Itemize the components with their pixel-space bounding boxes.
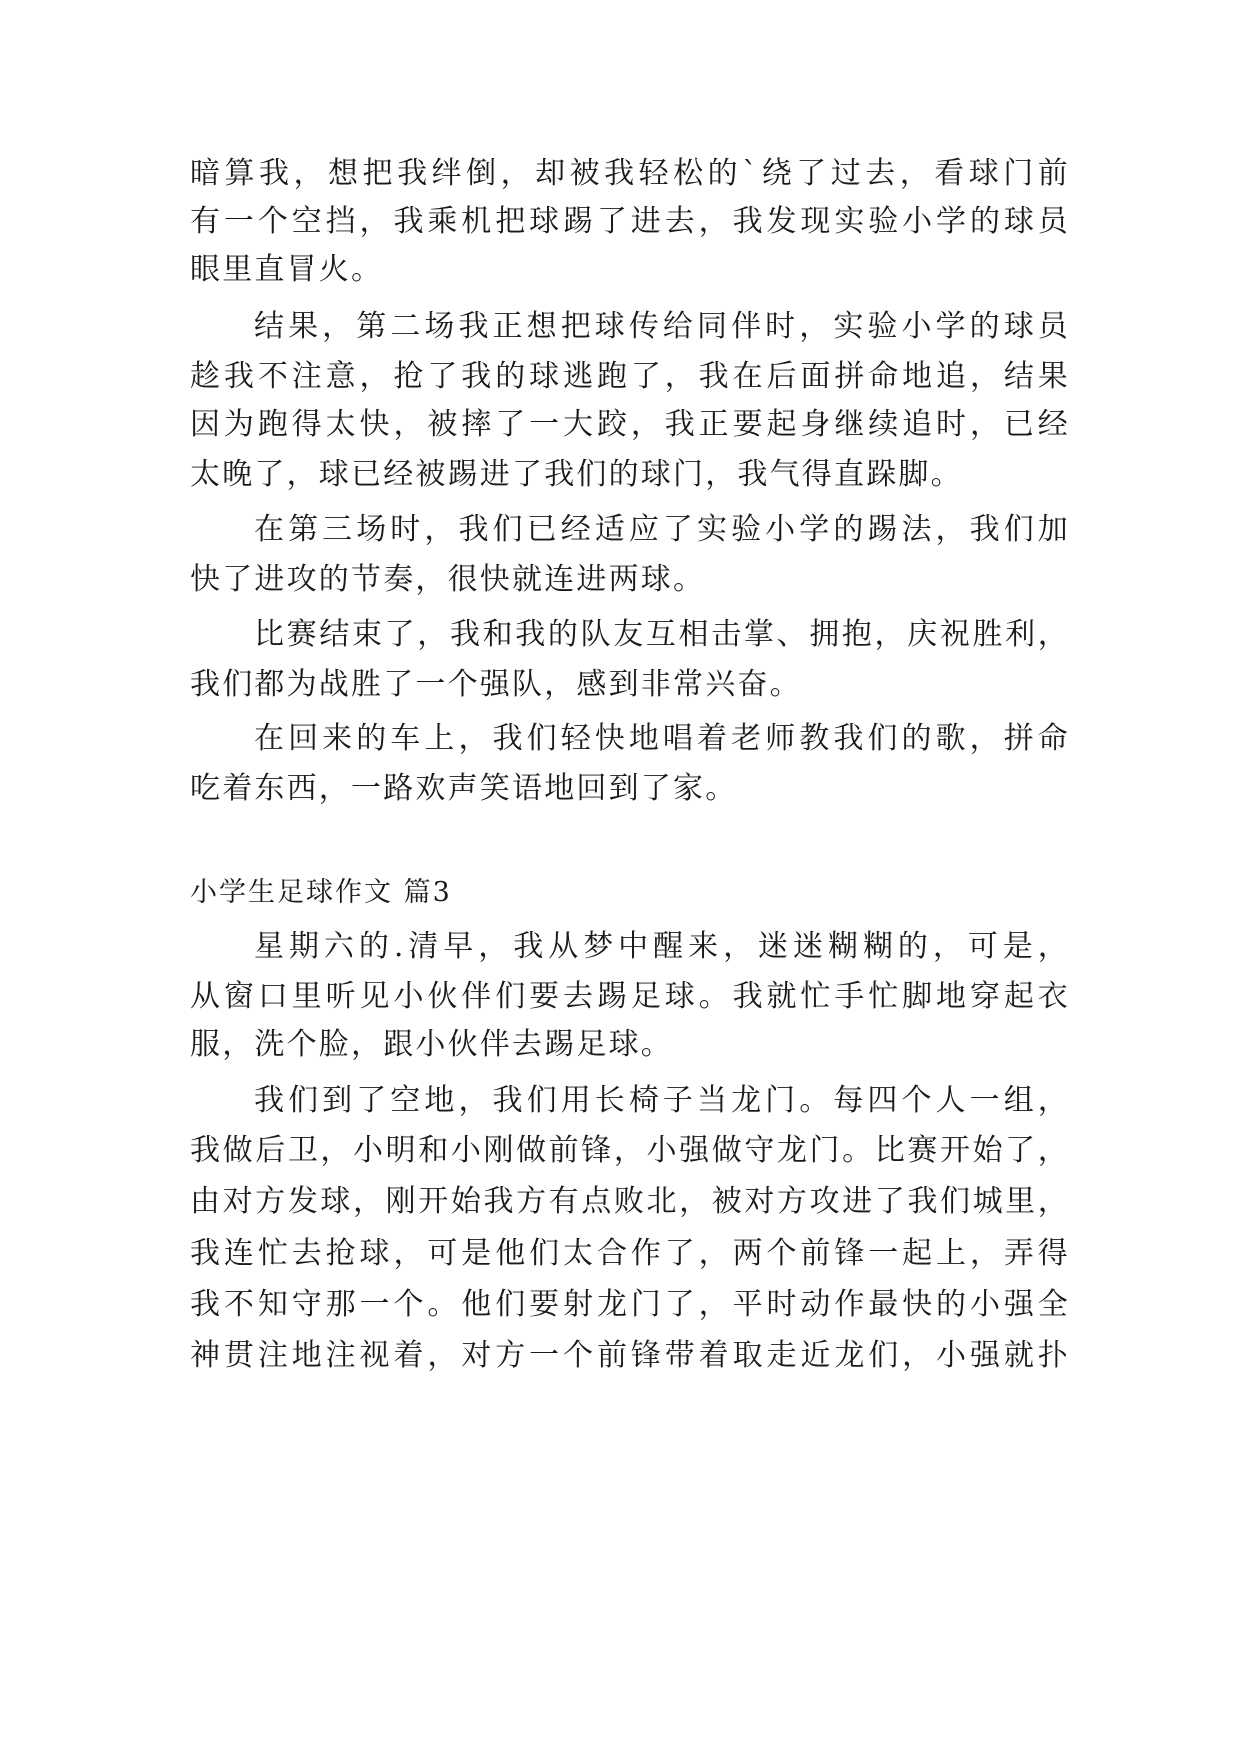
paragraph-line: 从窗口里听见小伙伴们要去踢足球。我就忙手忙脚地穿起衣 (190, 979, 1070, 1014)
paragraph-line: 快了进攻的节奏，很快就连进两球。 (190, 562, 706, 597)
paragraph-line: 趁我不注意，抢了我的球逃跑了，我在后面拼命地追，结果 (190, 359, 1070, 394)
paragraph-line: 我连忙去抢球，可是他们太合作了，两个前锋一起上，弄得 (190, 1236, 1070, 1271)
paragraph-line: 太晚了，球已经被踢进了我们的球门，我气得直跺脚。 (190, 457, 963, 492)
paragraph-line: 我们到了空地，我们用长椅子当龙门。每四个人一组， (254, 1083, 1070, 1118)
paragraph-line: 眼里直冒火。 (190, 252, 384, 287)
paragraph-line: 我做后卫，小明和小刚做前锋，小强做守龙门。比赛开始了， (190, 1133, 1070, 1168)
paragraph-line: 因为跑得太快，被摔了一大跤，我正要起身继续追时，已经 (190, 407, 1070, 442)
section-heading: 小学生足球作文 篇3 (190, 877, 452, 908)
paragraph-line: 在第三场时，我们已经适应了实验小学的踢法，我们加 (254, 512, 1070, 547)
paragraph-line: 星期六的.清早，我从梦中醒来，迷迷糊糊的，可是， (254, 929, 1070, 964)
paragraph-line: 有一个空挡，我乘机把球踢了进去，我发现实验小学的球员 (190, 204, 1070, 239)
paragraph-line: 服，洗个脸，跟小伙伴去踢足球。 (190, 1027, 673, 1062)
paragraph-line: 由对方发球，刚开始我方有点败北，被对方攻进了我们城里， (190, 1184, 1070, 1219)
paragraph-line: 暗算我，想把我绊倒，却被我轻松的`绕了过去，看球门前 (190, 156, 1070, 191)
paragraph-line: 吃着东西，一路欢声笑语地回到了家。 (190, 771, 738, 806)
paragraph-line: 我们都为战胜了一个强队，感到非常兴奋。 (190, 667, 802, 702)
paragraph-line: 比赛结束了，我和我的队友互相击掌、拥抱，庆祝胜利， (254, 617, 1070, 652)
paragraph-line: 结果，第二场我正想把球传给同伴时，实验小学的球员 (254, 309, 1070, 344)
paragraph-line: 在回来的车上，我们轻快地唱着老师教我们的歌，拼命 (254, 721, 1070, 756)
paragraph-line: 神贯注地注视着，对方一个前锋带着取走近龙们，小强就扑 (190, 1338, 1070, 1373)
paragraph-line: 我不知守那一个。他们要射龙门了，平时动作最快的小强全 (190, 1287, 1070, 1322)
